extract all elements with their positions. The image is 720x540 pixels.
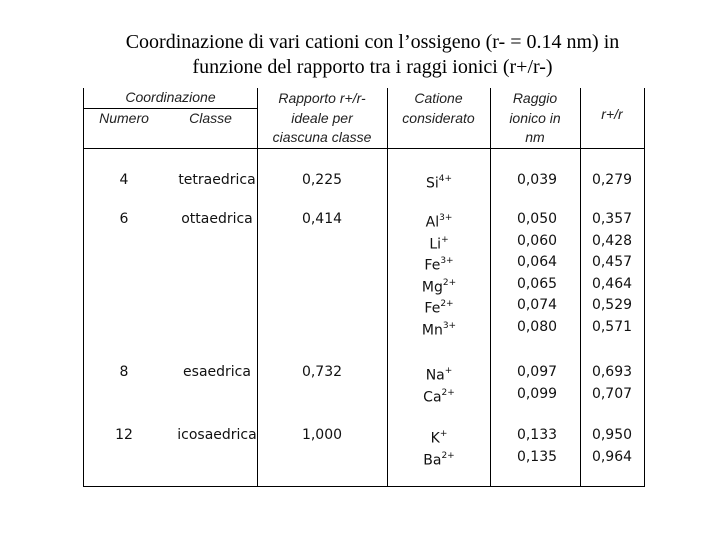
coordination-class: ottaedrica bbox=[181, 211, 253, 227]
cation-element: Al bbox=[425, 214, 440, 231]
cation-charge: 2+ bbox=[441, 387, 455, 398]
header-raggio-1: Raggio bbox=[512, 90, 558, 106]
radius-ratio: 0,428 bbox=[591, 232, 633, 249]
ionic-radius: 0,050 bbox=[516, 211, 558, 227]
cation-charge: + bbox=[441, 234, 449, 245]
ideal-ratio: 1,000 bbox=[301, 427, 343, 443]
ideal-ratio: 0,732 bbox=[301, 364, 343, 380]
header-catione-2: considerato bbox=[402, 110, 475, 126]
ionic-radius: 0,135 bbox=[516, 448, 558, 465]
header-raggio-3: nm bbox=[525, 129, 545, 145]
radius-ratio: 0,279 bbox=[591, 172, 633, 188]
ionic-radius: 0,074 bbox=[516, 297, 558, 313]
cation-element: Ba bbox=[423, 452, 442, 469]
title-line-2: funzione del rapporto tra i raggi ionici (r+/r-) bbox=[192, 56, 553, 78]
ionic-radius: 0,060 bbox=[516, 232, 558, 249]
radius-ratio: 0,357 bbox=[591, 211, 633, 227]
cation bbox=[389, 446, 489, 472]
radius-ratio: 0,693 bbox=[591, 364, 633, 380]
cation-element: Ca bbox=[423, 389, 442, 406]
cation-charge: 2+ bbox=[441, 450, 455, 461]
ideal-ratio: 0,225 bbox=[301, 172, 343, 188]
cation-charge: 3+ bbox=[442, 320, 457, 331]
cation bbox=[389, 383, 489, 409]
header-rapporto-2: ideale per bbox=[291, 110, 353, 126]
radius-ratio: 0,707 bbox=[591, 385, 633, 402]
ionic-radius: 0,064 bbox=[516, 254, 558, 270]
radius-ratio: 0,464 bbox=[591, 275, 633, 292]
ionic-radius: 0,099 bbox=[516, 385, 558, 402]
header-rapporto-3: ciascuna classe bbox=[272, 129, 372, 145]
coordination-number: 4 bbox=[119, 172, 129, 188]
radius-ratio: 0,457 bbox=[591, 254, 633, 270]
coordination-class: tetraedrica bbox=[178, 172, 256, 188]
cation-charge: + bbox=[439, 429, 448, 439]
cation-element: Fe bbox=[424, 300, 441, 317]
ionic-radius: 0,133 bbox=[516, 427, 558, 443]
cation-element: Mn bbox=[421, 322, 443, 339]
header-coordinazione: Coordinazione bbox=[125, 89, 216, 105]
header-subdivider bbox=[84, 108, 257, 109]
ionic-radius: 0,039 bbox=[516, 172, 558, 188]
cation-charge: 4+ bbox=[438, 174, 453, 184]
title-line-1: Coordinazione di vari cationi con l’ossigeno (r- = 0.14 nm) in bbox=[125, 31, 620, 53]
coordination-number: 8 bbox=[119, 364, 129, 380]
cation bbox=[389, 169, 489, 195]
cation-element: Fe bbox=[424, 257, 441, 274]
cation-element: Si bbox=[425, 175, 439, 192]
cation-charge: 3+ bbox=[440, 256, 454, 266]
header-classe: Classe bbox=[189, 110, 232, 126]
ionic-radius: 0,065 bbox=[516, 275, 558, 292]
cation-element: Li bbox=[429, 236, 442, 253]
cation-charge: 2+ bbox=[440, 299, 454, 309]
coordination-class: icosaedrica bbox=[177, 427, 257, 443]
ionic-radius: 0,080 bbox=[516, 318, 558, 335]
coordination-number: 12 bbox=[115, 427, 133, 443]
cation bbox=[389, 316, 489, 342]
header-raggio-2: ionico in bbox=[509, 110, 561, 126]
radius-ratio: 0,964 bbox=[591, 448, 633, 465]
ionic-radius: 0,097 bbox=[516, 364, 558, 380]
cation-charge: 2+ bbox=[442, 277, 457, 288]
cation-element: K bbox=[430, 430, 440, 447]
radius-ratio: 0,529 bbox=[591, 297, 633, 313]
ideal-ratio: 0,414 bbox=[301, 211, 343, 227]
coordination-number: 6 bbox=[119, 211, 129, 227]
radius-ratio: 0,950 bbox=[591, 427, 633, 443]
cation-element: Na bbox=[425, 367, 445, 384]
cation-charge: 3+ bbox=[439, 213, 453, 223]
radius-ratio: 0,571 bbox=[591, 318, 633, 335]
header-rr: r+/r bbox=[601, 106, 623, 122]
header-numero: Numero bbox=[99, 110, 149, 126]
cation-element: Mg bbox=[421, 279, 443, 296]
header-catione-1: Catione bbox=[414, 90, 463, 106]
slide-title bbox=[0, 30, 720, 80]
cation-charge: + bbox=[444, 366, 453, 376]
coordination-class: esaedrica bbox=[183, 364, 251, 380]
header-rapporto-1: Rapporto r+/r- bbox=[278, 90, 366, 106]
coordination-table bbox=[83, 88, 645, 487]
header-divider bbox=[84, 148, 644, 149]
